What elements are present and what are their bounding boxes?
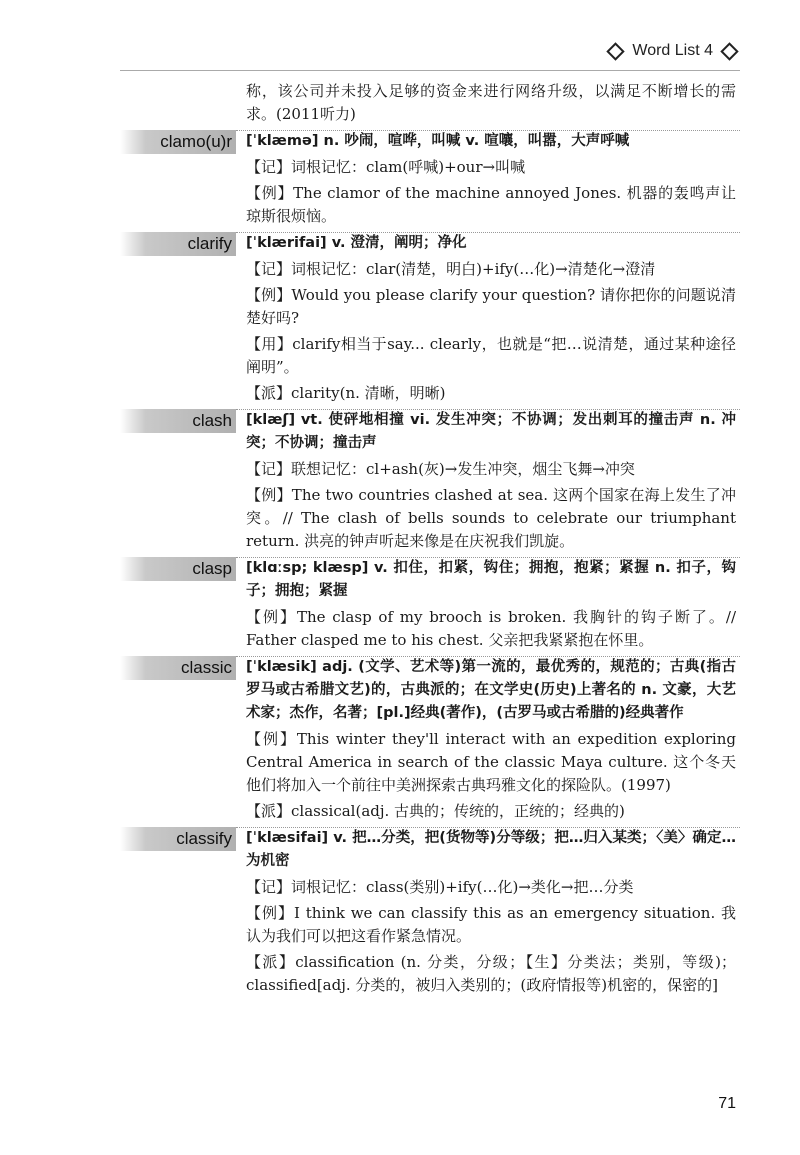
entry-line: 【派】clarity(n. 清晰，明晰) bbox=[246, 384, 446, 402]
entry-line: 【例】Would you please clarify your question? 请你把你的问题说清楚好吗? bbox=[246, 286, 736, 327]
entry-line: 【例】This winter they'll interact with an expedition exploring Central America in search of the classic Maya culture. 这个冬天他们将加入一个前往中美洲探索古典玛雅文化的探险队。(1997) bbox=[246, 730, 736, 794]
entry-definition: [ˈklæsik] adj. (文学、艺术等)第一流的，最优秀的，规范的；古典(指古罗马或古希腊文艺)的，古典派的；在文学史(历史)上著名的 n. 文豪，大艺术家；杰作，名著；[pl.]经典(著作)，(古罗马或古希腊的)经典著作 bbox=[246, 659, 736, 721]
entry-clarify bbox=[0, 232, 800, 405]
entry-clasp bbox=[0, 557, 800, 652]
headword-classic: classic bbox=[120, 656, 236, 680]
entry-definition: [ˈklæsifai] v. 把…分类，把(货物等)分等级；把…归入某类；〈美〉确定…为机密 bbox=[246, 830, 736, 869]
entry-line: 【记】词根记忆：clar(清楚，明白)+ify(…化)→清楚化→澄清 bbox=[246, 260, 656, 278]
page-content bbox=[0, 80, 800, 1000]
page-number: 71 bbox=[718, 1095, 736, 1112]
entry-line: 【例】The clamor of the machine annoyed Jones. 机器的轰鸣声让琼斯很烦恼。 bbox=[246, 184, 736, 225]
entry-divider bbox=[236, 656, 740, 657]
diamond-left-icon bbox=[607, 42, 625, 60]
entry-divider bbox=[236, 557, 740, 558]
page-header-title: Word List 4 bbox=[632, 42, 713, 59]
entry-line: 【记】词根记忆：clam(呼喊)+our→叫喊 bbox=[246, 158, 526, 176]
headword-clash: clash bbox=[120, 409, 236, 433]
headword-clamour: clamo(u)r bbox=[120, 130, 236, 154]
entry-divider bbox=[236, 409, 740, 410]
headword-clasp: clasp bbox=[120, 557, 236, 581]
entry-classify bbox=[0, 827, 800, 997]
entry-line: 【记】词根记忆：class(类别)+ify(…化)→类化→把…分类 bbox=[246, 878, 634, 896]
entry-body bbox=[246, 557, 736, 652]
header-rule bbox=[120, 70, 740, 71]
intro-text: 称，该公司并未投入足够的资金来进行网络升级，以满足不断增长的需求。(2011听力) bbox=[246, 82, 736, 123]
entry-divider bbox=[236, 827, 740, 828]
entry-line: 【例】The clasp of my brooch is broken. 我胸针的钩子断了。// Father clasped me to his chest. 父亲把我紧紧抱在怀里。 bbox=[246, 608, 736, 649]
entry-definition: [ˈklærifai] v. 澄清，阐明；净化 bbox=[246, 235, 467, 251]
page-header bbox=[605, 42, 740, 60]
entry-divider bbox=[236, 130, 740, 131]
entry-definition: [ˈklæmə] n. 吵闹，喧哗，叫喊 v. 喧嚷，叫嚣，大声呼喊 bbox=[246, 133, 630, 149]
headword-clarify: clarify bbox=[120, 232, 236, 256]
headword-classify: classify bbox=[120, 827, 236, 851]
entry-body bbox=[246, 232, 736, 405]
entry-divider bbox=[236, 232, 740, 233]
entry-clash bbox=[0, 409, 800, 553]
entry-line: 【用】clarify相当于say... clearly，也就是“把…说清楚，通过某种途径阐明”。 bbox=[246, 335, 736, 376]
entry-body bbox=[246, 656, 736, 823]
entry-body bbox=[246, 409, 736, 553]
entry-classic bbox=[0, 656, 800, 823]
entry-body bbox=[246, 827, 736, 997]
entry-definition: [klæʃ] vt. 使砰地相撞 vi. 发生冲突；不协调；发出刺耳的撞击声 n. 冲突；不协调；撞击声 bbox=[246, 412, 736, 451]
entry-clamour bbox=[0, 130, 800, 228]
entry-definition: [klɑːsp; klæsp] v. 扣住，扣紧，钩住；拥抱，抱紧；紧握 n. 扣子，钩子；拥抱；紧握 bbox=[246, 560, 736, 599]
diamond-right-icon bbox=[720, 42, 738, 60]
entry-line: 【派】classical(adj. 古典的；传统的，正统的；经典的) bbox=[246, 802, 625, 820]
entry-line: 【派】classification (n. 分类，分级；【生】分类法；类别，等级)；classified[adj. 分类的，被归入类别的；(政府情报等)机密的，保密的] bbox=[246, 953, 736, 994]
entry-line: 【记】联想记忆：cl+ash(灰)→发生冲突，烟尘飞舞→冲突 bbox=[246, 460, 635, 478]
entry-body bbox=[246, 130, 736, 228]
entry-line: 【例】I think we can classify this as an emergency situation. 我认为我们可以把这看作紧急情况。 bbox=[246, 904, 736, 945]
entry-line: 【例】The two countries clashed at sea. 这两个国家在海上发生了冲突。// The clash of bells sounds to celebrate our triumphant return. 洪亮的钟声听起来像是在庆祝我们凯旋。 bbox=[246, 486, 736, 550]
